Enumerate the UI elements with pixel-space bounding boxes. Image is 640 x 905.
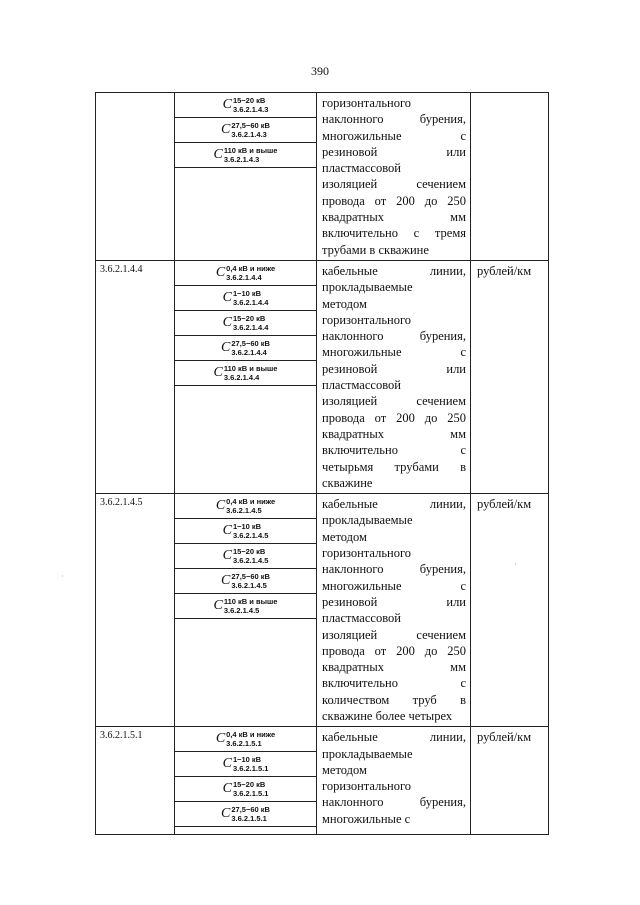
formula-letter: C [222, 289, 232, 305]
formula-superscript: 27,5−60 кВ [231, 121, 270, 130]
scan-mark: · [61, 572, 64, 581]
formula-superscript: 110 кВ и выше [223, 146, 278, 155]
row-unit: рублей/км [477, 497, 532, 512]
formula-superscript: 110 кВ и выше [223, 363, 278, 373]
formula-box [174, 286, 317, 311]
formula-superscript: 0,4 кВ и ниже [226, 730, 276, 740]
formula-subscript: 3.6.2.1.4.4 [232, 297, 269, 307]
description-line: горизонтального [322, 312, 412, 327]
formula-subscript: 3.6.2.1.4.3 [223, 155, 260, 164]
cost-formula [221, 805, 270, 823]
description-line: изоляцией сечением [322, 177, 466, 192]
unit-cell [471, 93, 549, 261]
formula-cell [175, 260, 317, 493]
description-line: включительно с [322, 443, 466, 458]
formula-subscript: 3.6.2.1.4.3 [231, 130, 267, 139]
cost-formula [223, 522, 269, 540]
description-line: квадратных мм [322, 426, 466, 441]
cost-formula [223, 314, 269, 332]
formula-subscript: 3.6.2.1.4.4 [231, 347, 267, 357]
description-line: кабельные линии, [322, 497, 466, 512]
cost-formula [214, 364, 278, 382]
page-number: 390 [311, 64, 329, 78]
formula-subscript: 3.6.2.1.5.1 [232, 789, 269, 799]
description-line: провода от 200 до 250 [322, 410, 466, 425]
formula-superscript: 27,5−60 кВ [231, 572, 270, 582]
unit-cell [471, 494, 549, 727]
description-line: пластмассовой [322, 611, 401, 626]
formula-box [174, 311, 317, 336]
description-line: включительно с тремя [322, 226, 466, 241]
cost-formula [216, 264, 275, 282]
formula-superscript: 15−20 кВ [232, 547, 266, 557]
row-unit: рублей/км [477, 730, 532, 745]
description-line: пластмассовой [322, 378, 401, 393]
cost-formula [214, 146, 278, 164]
description-line: многожильные с [322, 811, 411, 826]
formula-superscript: 1−10 кВ [232, 522, 262, 532]
formula-superscript: 27,5−60 кВ [231, 338, 270, 348]
row-unit: рублей/км [477, 263, 532, 278]
formula-subscript: 3.6.2.1.5.1 [226, 739, 262, 749]
table-row [96, 727, 549, 835]
description-cell [317, 260, 471, 493]
formula-box [174, 361, 317, 386]
description-line: прокладываемые [322, 513, 413, 528]
formula-subscript: 3.6.2.1.4.5 [226, 506, 262, 516]
description-line: провода от 200 до 250 [322, 193, 466, 208]
formula-box [174, 336, 317, 361]
row-description [317, 727, 470, 829]
formula-box [174, 752, 317, 777]
unit-cell [471, 727, 549, 835]
description-line: скважине [322, 475, 373, 490]
description-line: горизонтального [322, 96, 412, 110]
formula-letter: C [222, 97, 232, 112]
formula-letter: C [213, 364, 223, 380]
formula-box [174, 93, 317, 118]
formula-superscript: 27,5−60 кВ [231, 805, 270, 815]
description-line: включительно с [322, 676, 466, 691]
formula-superscript: 1−10 кВ [232, 755, 262, 765]
formula-letter: C [222, 523, 232, 539]
cost-formula [223, 96, 269, 114]
formula-letter: C [222, 781, 232, 797]
description-line: многожильные с [322, 578, 466, 593]
cost-formula [221, 339, 270, 357]
formula-box [174, 261, 317, 286]
formula-subscript: 3.6.2.1.4.4 [223, 372, 260, 382]
formula-letter: C [221, 573, 231, 589]
description-cell [317, 727, 471, 835]
table-row [96, 93, 549, 261]
formula-letter: C [222, 314, 232, 330]
description-line: трубами в скважине [322, 242, 429, 257]
row-code: 3.6.2.1.5.1 [100, 730, 143, 742]
description-line: горизонтального [322, 779, 412, 794]
code-cell [96, 93, 175, 261]
formula-box [174, 494, 317, 519]
formula-letter: C [222, 548, 232, 564]
formula-box [174, 777, 317, 802]
description-line: резиновой или [322, 144, 466, 159]
row-code: 3.6.2.1.4.5 [100, 497, 143, 509]
description-line: методом [322, 296, 367, 311]
row-code [96, 93, 174, 96]
formula-letter: C [221, 339, 231, 355]
code-cell [96, 260, 175, 493]
cost-formula [221, 121, 270, 139]
formula-superscript: 110 кВ и выше [223, 597, 278, 607]
row-description [317, 261, 470, 493]
row-description [317, 494, 470, 726]
row-description [317, 93, 470, 260]
scan-mark: · [514, 560, 517, 569]
code-cell [96, 727, 175, 835]
description-line: прокладываемые [322, 746, 413, 761]
formula-subscript: 3.6.2.1.4.3 [232, 105, 269, 114]
cost-formula [223, 289, 269, 307]
formula-subscript: 3.6.2.1.4.5 [232, 531, 269, 541]
formula-box [174, 519, 317, 544]
formula-letter: C [215, 498, 226, 514]
formula-superscript: 15−20 кВ [232, 313, 266, 323]
formula-letter: C [215, 264, 226, 280]
description-line: наклонного бурения, [322, 112, 466, 127]
row-code: 3.6.2.1.4.4 [100, 263, 143, 275]
formula-superscript: 15−20 кВ [232, 96, 266, 105]
description-cell [317, 494, 471, 727]
cost-formula [216, 730, 275, 748]
code-cell [96, 494, 175, 727]
formula-cell [175, 727, 317, 835]
description-line: кабельные линии, [322, 730, 466, 745]
description-line: прокладываемые [322, 280, 413, 295]
description-line: наклонного бурения, [322, 562, 466, 577]
formula-box [174, 143, 317, 168]
formula-letter: C [222, 756, 232, 772]
description-line: скважине более четырех [322, 708, 453, 723]
formula-superscript: 1−10 кВ [232, 288, 262, 298]
formula-box [174, 118, 317, 143]
cost-formula [223, 547, 269, 565]
table-row [96, 260, 549, 493]
formula-subscript: 3.6.2.1.4.4 [226, 272, 262, 282]
cost-formula [223, 755, 269, 773]
description-line: изоляцией сечением [322, 627, 466, 642]
formula-cell [175, 494, 317, 727]
description-line: изоляцией сечением [322, 394, 466, 409]
formula-subscript: 3.6.2.1.4.5 [232, 556, 269, 566]
description-line: наклонного бурения, [322, 795, 466, 810]
formula-letter: C [215, 731, 226, 747]
description-line: многожильные с [322, 128, 466, 143]
formula-box [174, 802, 317, 827]
formula-cell [175, 93, 317, 261]
formula-subscript: 3.6.2.1.4.4 [232, 322, 269, 332]
formula-box [174, 727, 317, 752]
formula-subscript: 3.6.2.1.4.5 [223, 606, 260, 616]
description-line: квадратных мм [322, 210, 466, 225]
description-cell [317, 93, 471, 261]
unit-cell [471, 260, 549, 493]
description-line: квадратных мм [322, 660, 466, 675]
description-line: пластмассовой [322, 161, 401, 176]
formula-letter: C [213, 598, 223, 614]
cost-formula [216, 497, 275, 515]
cost-formula [214, 597, 278, 615]
description-line: методом [322, 762, 367, 777]
description-line: многожильные с [322, 345, 466, 360]
formula-superscript: 0,4 кВ и ниже [226, 497, 276, 507]
description-line: наклонного бурения, [322, 329, 466, 344]
description-line: кабельные линии, [322, 263, 466, 278]
formula-box [174, 569, 317, 594]
formula-subscript: 3.6.2.1.4.5 [231, 581, 267, 591]
formula-letter: C [221, 122, 231, 137]
formula-letter: C [221, 806, 231, 822]
formula-box [174, 544, 317, 569]
formula-superscript: 0,4 кВ и ниже [226, 263, 276, 273]
description-line: четырьмя трубами в [322, 459, 466, 474]
formula-box [174, 594, 317, 619]
description-line: резиновой или [322, 361, 466, 376]
table-row [96, 494, 549, 727]
description-line: резиновой или [322, 594, 466, 609]
description-line: количеством труб в [322, 692, 466, 707]
formula-subscript: 3.6.2.1.5.1 [232, 764, 269, 774]
formula-subscript: 3.6.2.1.5.1 [231, 814, 267, 824]
description-line: провода от 200 до 250 [322, 643, 466, 658]
cost-formula [223, 780, 269, 798]
tariff-table [95, 92, 549, 835]
formula-letter: C [213, 147, 223, 162]
row-unit [471, 93, 548, 96]
formula-superscript: 15−20 кВ [232, 780, 266, 790]
description-line: горизонтального [322, 546, 412, 561]
cost-formula [221, 572, 270, 590]
description-line: методом [322, 529, 367, 544]
